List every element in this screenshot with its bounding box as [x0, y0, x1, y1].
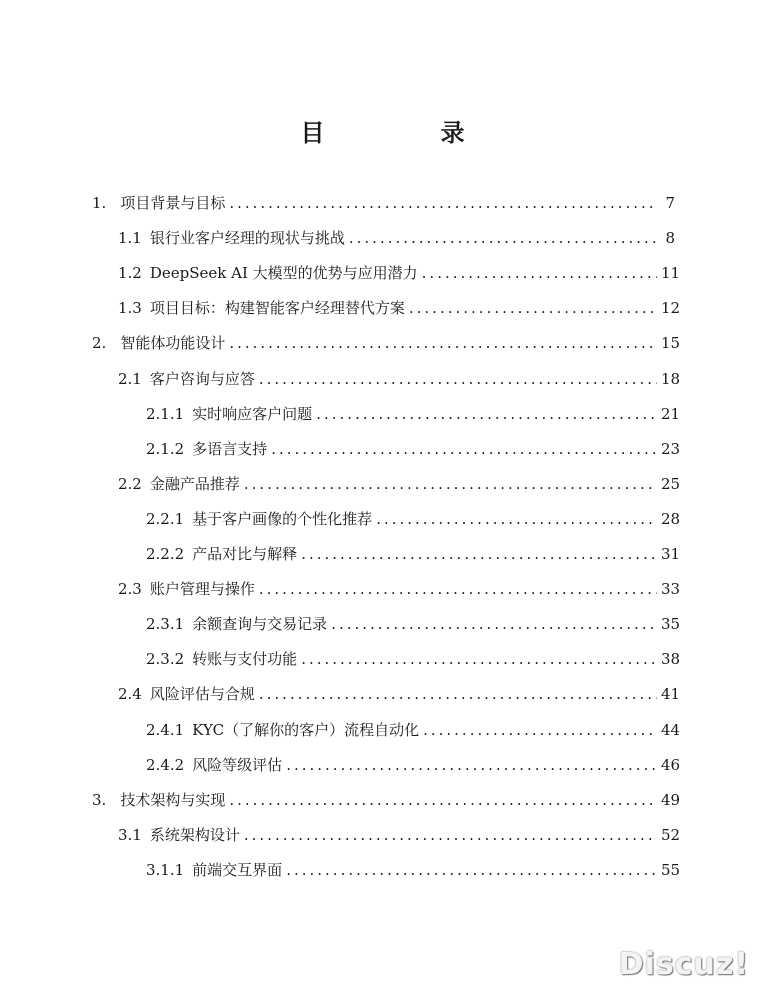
toc-dot-leader — [301, 644, 657, 674]
toc-entry-title: KYC（了解你的客户）流程自动化 — [192, 720, 420, 739]
toc-dot-leader — [331, 609, 657, 639]
toc-entry-number: 3.1 — [118, 825, 142, 844]
toc-dot-leader — [349, 223, 657, 253]
toc-entry[interactable] — [92, 328, 681, 358]
toc-entry-page: 49 — [661, 790, 681, 809]
toc-dot-leader — [244, 469, 657, 499]
toc-dot-leader — [271, 434, 657, 464]
toc-entry-page: 15 — [661, 334, 681, 353]
toc-entry-page: 46 — [661, 755, 681, 774]
toc-entry[interactable] — [146, 750, 681, 780]
toc-entry-title: 余额查询与交易记录 — [192, 615, 328, 634]
toc-entry-number: 1.3 — [118, 299, 142, 318]
toc-entry-page: 11 — [661, 264, 681, 283]
toc-entry[interactable] — [118, 364, 681, 394]
toc-entry-number: 3.1.1 — [146, 860, 185, 879]
toc-dot-leader — [422, 258, 657, 288]
toc-entry[interactable] — [118, 820, 681, 850]
toc-entry-number: 2.3.1 — [146, 615, 185, 634]
toc-entry-title: 账户管理与操作 — [149, 580, 255, 599]
toc-entry[interactable] — [146, 504, 681, 534]
toc-entry-title: 系统架构设计 — [149, 825, 240, 844]
toc-entry-title: 前端交互界面 — [192, 860, 283, 879]
toc-entry[interactable] — [146, 539, 681, 569]
toc-entry-title: 实时响应客户问题 — [192, 404, 313, 423]
toc-entry-title: 项目背景与目标 — [120, 194, 226, 212]
toc-entry-number: 2.1.1 — [146, 404, 185, 423]
toc-entry-title: DeepSeek AI 大模型的优势与应用潜力 — [149, 264, 418, 283]
toc-entry[interactable] — [146, 434, 681, 464]
toc-entry-page: 12 — [661, 299, 681, 318]
toc-dot-leader — [259, 679, 657, 709]
toc-entry-page: 7 — [665, 194, 675, 212]
toc-entry[interactable] — [146, 609, 681, 639]
toc-dot-leader — [423, 715, 657, 745]
toc-entry-number: 1.2 — [118, 264, 142, 283]
toc-entry-number: 2.4 — [118, 685, 142, 704]
toc-entry-title: 产品对比与解释 — [192, 545, 298, 563]
toc-entry[interactable] — [146, 399, 681, 429]
toc-entry-number: 2. — [92, 334, 107, 353]
toc-entry-title: 多语言支持 — [192, 439, 268, 458]
toc-entry-title: 风险等级评估 — [192, 755, 283, 774]
toc-dot-leader — [229, 328, 657, 358]
toc-dot-leader — [316, 399, 657, 429]
toc-entry-number: 2.1 — [118, 369, 142, 388]
toc-dot-leader — [376, 504, 657, 534]
toc-entry-title: 基于客户画像的个性化推荐 — [192, 509, 373, 528]
toc-dot-leader — [301, 539, 657, 569]
toc-entry-title: 转账与支付功能 — [192, 650, 298, 669]
toc-entry-title: 技术架构与实现 — [120, 790, 226, 809]
toc-dot-leader — [286, 855, 657, 885]
watermark-logo: Discuz! — [618, 947, 749, 982]
toc-dot-leader — [409, 293, 657, 323]
toc-entry[interactable] — [118, 469, 681, 499]
toc-entry-page: 41 — [661, 685, 681, 704]
toc-entry[interactable] — [146, 644, 681, 674]
toc-entry-page: 38 — [661, 650, 681, 669]
toc-entry-number: 2.4.1 — [146, 720, 185, 739]
toc-entry-number: 2.3.2 — [146, 650, 185, 669]
toc-entry[interactable] — [146, 715, 681, 745]
toc-entry-number: 1. — [92, 194, 107, 212]
toc-entry[interactable] — [118, 679, 681, 709]
toc-entry-page: 44 — [661, 720, 681, 739]
toc-dot-leader — [244, 820, 657, 850]
toc-dot-leader — [229, 188, 657, 218]
toc-entry-number: 2.2.1 — [146, 509, 185, 528]
toc-entry-page: 8 — [665, 229, 675, 248]
toc-entry-page: 55 — [661, 860, 681, 879]
toc-entry-page: 18 — [661, 369, 681, 388]
toc-dot-leader — [286, 750, 657, 780]
toc-entry-title: 智能体功能设计 — [120, 334, 226, 353]
toc-entry[interactable] — [118, 293, 681, 323]
toc-entry-number: 2.2.2 — [146, 545, 185, 563]
toc-dot-leader — [259, 364, 657, 394]
toc-entry-page: 25 — [661, 474, 681, 493]
toc-entry-number: 3. — [92, 790, 107, 809]
toc-entry[interactable] — [118, 223, 675, 253]
toc-entry-page: 23 — [661, 439, 681, 458]
toc-entry-title: 客户咨询与应答 — [149, 369, 255, 388]
toc-entry-page: 31 — [661, 545, 681, 563]
toc-entry[interactable] — [118, 258, 681, 288]
toc-entry[interactable] — [92, 785, 681, 815]
toc-dot-leader — [259, 574, 657, 604]
toc-entry[interactable] — [92, 188, 675, 218]
toc-dot-leader — [229, 785, 657, 815]
toc-entry-number: 2.2 — [118, 474, 142, 493]
toc-entry[interactable] — [146, 855, 681, 885]
toc-entry-page: 28 — [661, 509, 681, 528]
toc-entry-title: 金融产品推荐 — [149, 474, 240, 493]
toc-entry-number: 2.1.2 — [146, 439, 185, 458]
toc-entry-page: 52 — [661, 825, 681, 844]
toc-entry-title: 银行业客户经理的现状与挑战 — [149, 229, 345, 248]
toc-entry-title: 风险评估与合规 — [149, 685, 255, 704]
toc-entry-number: 2.3 — [118, 580, 142, 599]
toc-entry-number: 1.1 — [118, 229, 142, 248]
toc-entry-number: 2.4.2 — [146, 755, 185, 774]
toc-entry[interactable] — [118, 574, 681, 604]
toc-entry-page: 21 — [661, 404, 681, 423]
toc-entry-page: 33 — [661, 580, 681, 599]
page-title: 目 录 — [300, 119, 511, 147]
toc-entry-title: 项目目标：构建智能客户经理替代方案 — [149, 299, 405, 318]
toc-entry-page: 35 — [661, 615, 681, 634]
